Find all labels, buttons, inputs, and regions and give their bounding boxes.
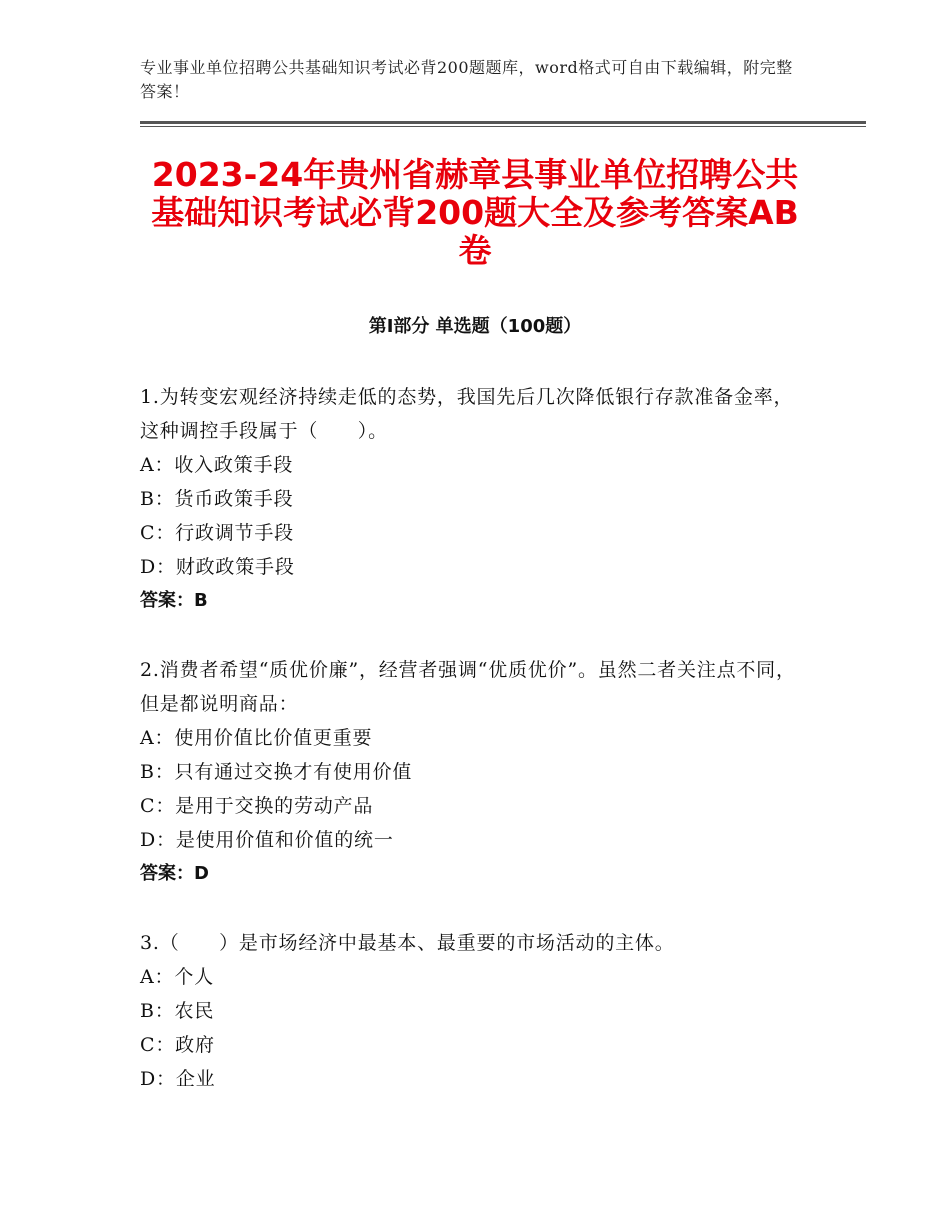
header-rule-thin	[140, 126, 866, 127]
document-title: 2023-24年贵州省赫章县事业单位招聘公共基础知识考试必背200题大全及参考答案AB卷	[151, 155, 799, 270]
option-d: D：是使用价值和价值的统一	[140, 829, 394, 851]
question-stem: 1.为转变宏观经济持续走低的态势，我国先后几次降低银行存款准备金率，这种调控手段属于（ ）。	[140, 386, 794, 442]
option-a: A：个人	[140, 966, 214, 988]
option-c: C：政府	[140, 1034, 215, 1056]
section-heading: 第Ⅰ部分 单选题（100题）	[368, 316, 582, 337]
answer: 答案：B	[140, 590, 208, 611]
option-c: C：行政调节手段	[140, 522, 294, 544]
header-note: 专业事业单位招聘公共基础知识考试必背200题题库，word格式可自由下载编辑，附完整答案！	[140, 58, 793, 101]
question-1	[140, 380, 810, 618]
option-d: D：企业	[140, 1068, 216, 1090]
option-b: B：货币政策手段	[140, 488, 294, 510]
answer: 答案：D	[140, 863, 209, 884]
option-a: A：使用价值比价值更重要	[140, 727, 373, 749]
option-b: B：只有通过交换才有使用价值	[140, 761, 413, 783]
question-stem: 3.（ ）是市场经济中最基本、最重要的市场活动的主体。	[140, 932, 675, 954]
option-d: D：财政政策手段	[140, 556, 295, 578]
question-stem: 2.消费者希望“质优价廉”，经营者强调“优质优价”。虽然二者关注点不同，但是都说明商品：	[140, 659, 796, 715]
option-b: B：农民	[140, 1000, 215, 1022]
question-3	[140, 926, 810, 1096]
option-c: C：是用于交换的劳动产品	[140, 795, 374, 817]
option-a: A：收入政策手段	[140, 454, 294, 476]
header-rule-thick	[140, 121, 866, 124]
question-2	[140, 653, 810, 891]
